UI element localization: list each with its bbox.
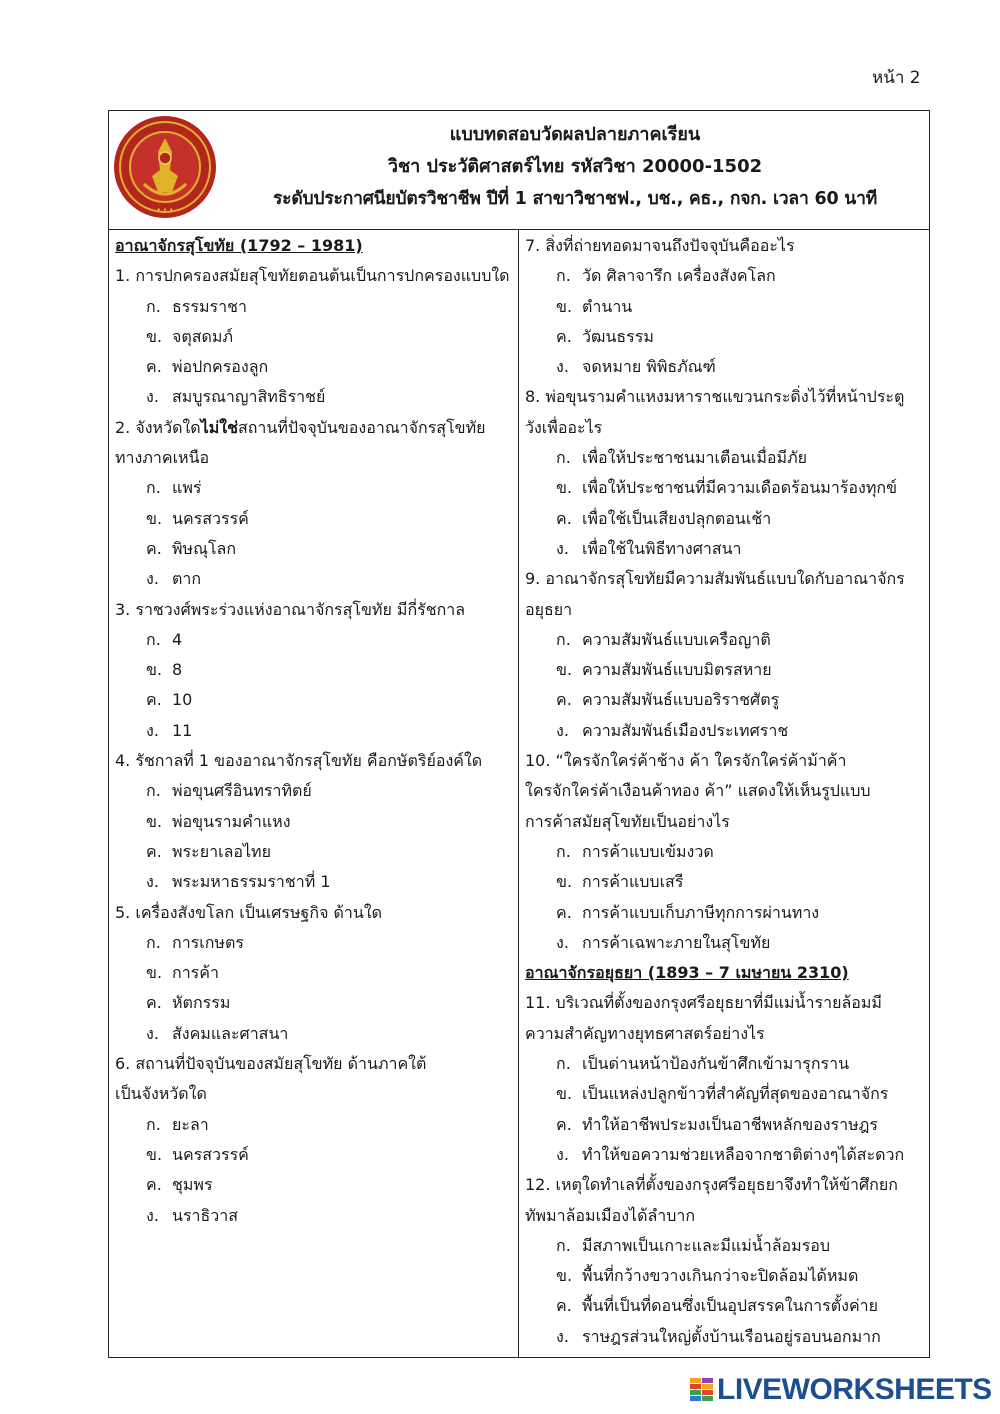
q12-option-b[interactable]: ข. พื้นที่กว้างขวางเกินกว่าจะปิดล้อมได้หมด	[556, 1266, 859, 1286]
question-1: 1. การปกครองสมัยสุโขทัยตอนต้นเป็นการปกครองแบบใด	[115, 266, 510, 286]
question-2-cont: ทางภาคเหนือ	[115, 448, 210, 468]
q9-option-a[interactable]: ก. ความสัมพันธ์แบบเครือญาติ	[556, 629, 771, 649]
q4-option-a[interactable]: ก. พ่อขุนศรีอินทราทิตย์	[146, 781, 312, 801]
q4-option-b[interactable]: ข. พ่อขุนรามคำแหง	[146, 811, 291, 831]
question-6-cont: เป็นจังหวัดใด	[115, 1084, 207, 1104]
q3-option-c[interactable]: ค. 10	[146, 690, 193, 710]
question-10-cont-1: ใครจักใคร่ค้าเงือนค้าทอง ค้า” แสดงให้เห็นรูปแบบ	[525, 781, 871, 801]
exam-level-info: ระดับประกาศนียบัตรวิชาชีพ ปีที่ 1 สาขาวิชาชฟ., บช., คธ., กจก. เวลา 60 นาที	[272, 189, 878, 209]
q8-option-d[interactable]: ง. เพื่อใช้ในพิธีทางศาสนา	[556, 538, 742, 558]
svg-text:• • •: • • •	[156, 206, 174, 214]
q8-option-a[interactable]: ก. เพื่อให้ประชาชนมาเตือนเมื่อมีภัย	[556, 448, 807, 468]
q7-option-c[interactable]: ค. วัฒนธรรม	[556, 326, 654, 346]
q10-option-c[interactable]: ค. การค้าแบบเก็บภาษีทุกการผ่านทาง	[556, 902, 820, 922]
page-number: หน้า 2	[872, 68, 921, 88]
q5-option-b[interactable]: ข. การค้า	[146, 963, 219, 983]
q1-option-a[interactable]: ก. ธรรมราชา	[146, 296, 247, 316]
question-12: 12. เหตุใดทำเลที่ตั้งของกรุงศรีอยุธยาจึงทำให้ข้าศึกยก	[525, 1175, 898, 1195]
q9-option-d[interactable]: ง. ความสัมพันธ์เมืองประเทศราช	[556, 720, 789, 740]
q7-option-d[interactable]: ง. จดหมาย พิพิธภัณฑ์	[556, 357, 716, 377]
q7-option-a[interactable]: ก. วัด ศิลาจารึก เครื่องสังคโลก	[556, 266, 776, 286]
section-title-ayutthaya: อาณาจักรอยุธยา (1893 – 7 เมษายน 2310)	[525, 963, 849, 983]
liveworksheets-footer[interactable]	[690, 1373, 992, 1407]
q8-option-c[interactable]: ค. เพื่อใช้เป็นเสียงปลุกตอนเช้า	[556, 508, 772, 528]
q5-option-d[interactable]: ง. สังคมและศาสนา	[146, 1023, 289, 1043]
question-12-cont: ทัพมาล้อมเมืองได้ลำบาก	[525, 1205, 696, 1225]
q2-option-d[interactable]: ง. ตาก	[146, 569, 202, 589]
q1-option-b[interactable]: ข. จตุสดมภ์	[146, 326, 234, 346]
question-3: 3. ราชวงศ์พระร่วงแห่งอาณาจักรสุโขทัย มีกี่รัชกาล	[115, 599, 466, 619]
question-9: 9. อาณาจักรสุโขทัยมีความสัมพันธ์แบบใดกับอาณาจักร	[525, 569, 905, 589]
q3-option-a[interactable]: ก. 4	[146, 629, 183, 649]
question-6: 6. สถานที่ปัจจุบันของสมัยสุโขทัย ด้านภาคใต้	[115, 1054, 427, 1074]
q12-option-d[interactable]: ง. ราษฎรส่วนใหญ่ตั้งบ้านเรือนอยู่รอบนอกมาก	[556, 1326, 881, 1346]
q4-option-c[interactable]: ค. พระยาเลอไทย	[146, 841, 271, 861]
q11-option-a[interactable]: ก. เป็นด่านหน้าป้องกันข้าศึกเข้ามารุกราน	[556, 1054, 850, 1074]
q4-option-d[interactable]: ง. พระมหาธรรมราชาที่ 1	[146, 872, 331, 892]
question-9-cont: อยุธยา	[525, 599, 573, 619]
question-7: 7. สิ่งที่ถ่ายทอดมาจนถึงปัจจุบันคืออะไร	[525, 236, 795, 255]
q10-option-b[interactable]: ข. การค้าแบบเสรี	[556, 872, 684, 892]
q11-option-d[interactable]: ง. ทำให้ขอความช่วยเหลือจากชาติต่างๆได้สะดวก	[556, 1144, 905, 1164]
section-title-sukhothai: อาณาจักรสุโขทัย (1792 – 1981)	[115, 236, 363, 255]
exam-header	[109, 111, 929, 230]
q9-option-b[interactable]: ข. ความสัมพันธ์แบบมิตรสหาย	[556, 660, 772, 680]
left-column	[115, 231, 515, 1231]
q6-option-b[interactable]: ข. นครสวรรค์	[146, 1144, 249, 1164]
question-11-cont: ความสำคัญทางยุทธศาสตร์อย่างไร	[525, 1023, 765, 1043]
q5-option-c[interactable]: ค. หัตกรรม	[146, 993, 231, 1013]
q9-option-c[interactable]: ค. ความสัมพันธ์แบบอริราชศัตรู	[556, 690, 780, 710]
right-column	[525, 231, 925, 1352]
q2-option-c[interactable]: ค. พิษณุโลก	[146, 538, 237, 558]
q11-option-b[interactable]: ข. เป็นแหล่งปลูกข้าวที่สำคัญที่สุดของอาณาจักร	[556, 1084, 889, 1104]
exam-sheet	[108, 110, 930, 1358]
question-8: 8. พ่อขุนรามคำแหงมหาราชแขวนกระดิ่งไว้ที่หน้าประตู	[525, 387, 905, 407]
q6-option-d[interactable]: ง. นราธิวาส	[146, 1205, 239, 1225]
q12-option-a[interactable]: ก. มีสภาพเป็นเกาะและมีแม่น้ำล้อมรอบ	[556, 1235, 831, 1255]
q6-option-a[interactable]: ก. ยะลา	[146, 1114, 209, 1134]
q11-option-c[interactable]: ค. ทำให้อาชีพประมงเป็นอาชีพหลักของราษฎร	[556, 1114, 879, 1134]
question-2: 2. จังหวัดใดไม่ใช่สถานที่ปัจจุบันของอาณาจักรสุโขทัย	[115, 417, 486, 437]
q10-option-d[interactable]: ง. การค้าเฉพาะภายในสุโขทัย	[556, 932, 771, 952]
q2-option-b[interactable]: ข. นครสวรรค์	[146, 508, 249, 528]
question-8-cont: วังเพื่ออะไร	[525, 417, 603, 437]
q1-option-c[interactable]: ค. พ่อปกครองลูก	[146, 357, 269, 377]
q3-option-d[interactable]: ง. 11	[146, 720, 193, 740]
exam-title: แบบทดสอบวัดผลปลายภาคเรียน	[449, 124, 701, 145]
column-divider	[518, 229, 519, 1357]
q6-option-c[interactable]: ค. ชุมพร	[146, 1175, 213, 1195]
liveworksheets-brand: LIVEWORKSHEETS	[717, 1373, 992, 1406]
q8-option-b[interactable]: ข. เพื่อให้ประชาชนที่มีความเดือดร้อนมาร้องทุกข์	[556, 478, 897, 498]
q5-option-a[interactable]: ก. การเกษตร	[146, 932, 244, 952]
exam-subject: วิชา ประวัติศาสตร์ไทย รหัสวิชา 20000-1502	[387, 156, 763, 177]
q3-option-b[interactable]: ข. 8	[146, 660, 183, 680]
q2-option-a[interactable]: ก. แพร่	[146, 478, 202, 498]
question-4: 4. รัชกาลที่ 1 ของอาณาจักรสุโขทัย คือกษัตริย์องค์ใด	[115, 751, 483, 771]
q1-option-d[interactable]: ง. สมบูรณาญาสิทธิราชย์	[146, 387, 326, 407]
q7-option-b[interactable]: ข. ตำนาน	[556, 296, 633, 316]
college-seal-logo	[112, 114, 218, 220]
question-10-cont-2: การค้าสมัยสุโขทัยเป็นอย่างไร	[525, 811, 730, 831]
question-10: 10. “ใครจักใคร่ค้าช้าง ค้า ใครจักใคร่ค้าม้าค้า	[525, 751, 847, 771]
q10-option-a[interactable]: ก. การค้าแบบเข้มงวด	[556, 841, 714, 861]
question-5: 5. เครื่องสังขโลก เป็นเศรษฐกิจ ด้านใด	[115, 902, 383, 922]
q12-option-c[interactable]: ค. พื้นที่เป็นที่ดอนซึ่งเป็นอุปสรรคในการตั้งค่าย	[556, 1296, 879, 1316]
question-11: 11. บริเวณที่ตั้งของกรุงศรีอยุธยาที่มีแม่น้ำรายล้อมมี	[525, 993, 882, 1013]
liveworksheets-logo-icon	[690, 1377, 714, 1403]
